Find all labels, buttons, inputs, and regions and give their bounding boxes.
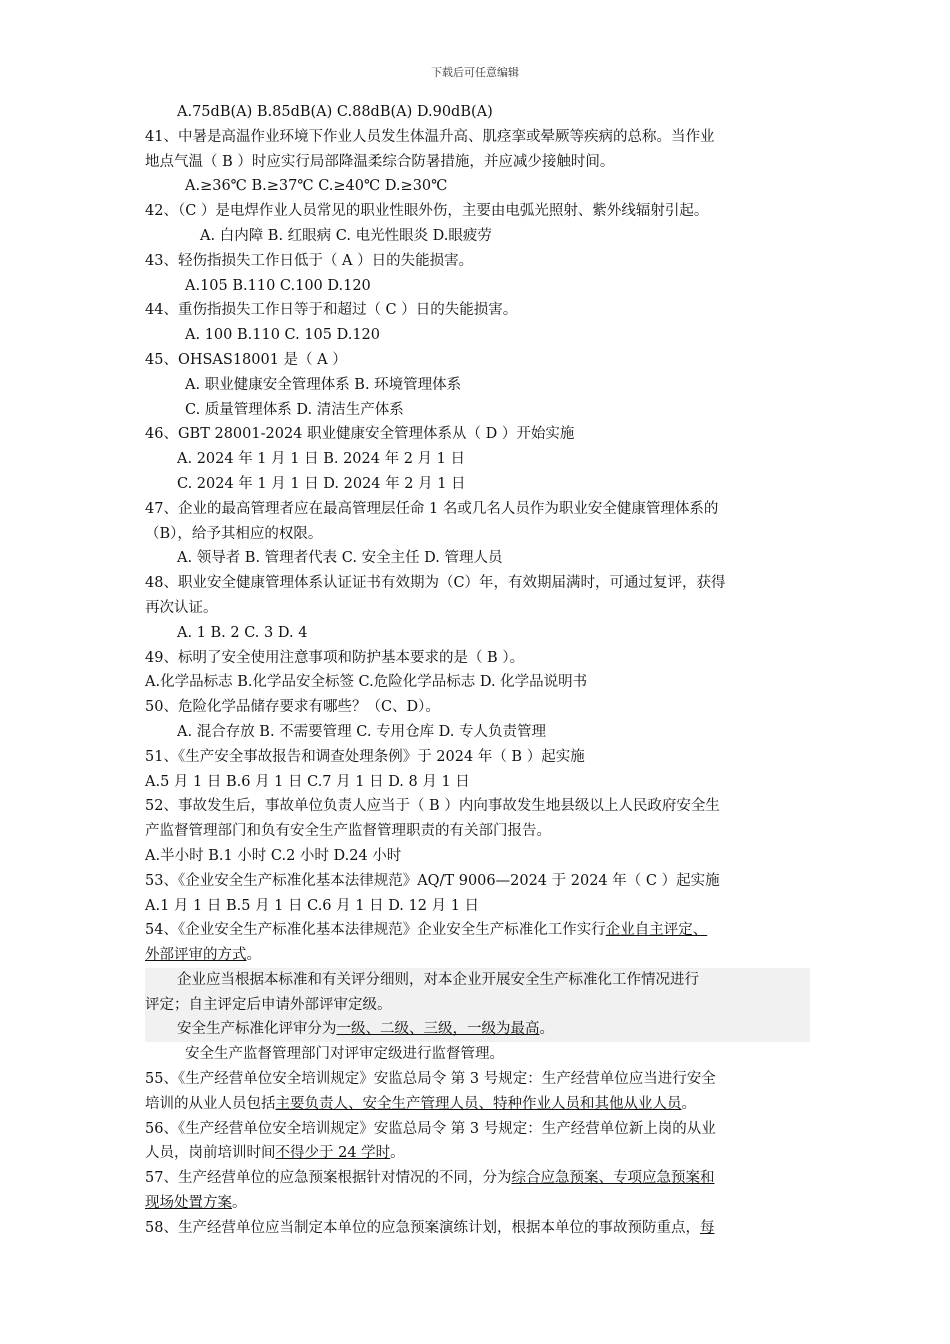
- text-line: A.75dB(A) B.85dB(A) C.88dB(A) D.90dB(A): [177, 104, 493, 120]
- underlined-answer: 综合应急预案、专项应急预案和: [511, 1170, 715, 1187]
- text-line: [145, 943, 810, 968]
- text-run: 培训的从业人员包括: [145, 1095, 276, 1112]
- document-body: [145, 100, 810, 1241]
- underlined-answer: 现场处置方案: [145, 1195, 232, 1212]
- question-53: 53、《企业安全生产标准化基本法律规范》AQ/T 9006—2024 于 2024 年（ C ）起实施: [145, 872, 720, 889]
- text-run: 。: [539, 1021, 554, 1038]
- highlighted-paragraph: [145, 1017, 810, 1042]
- text-line: 产监督管理部门和负有安全生产监督管理职责的有关部门报告。: [145, 823, 551, 840]
- options-49: A.化学品标志 B.化学品安全标签 C.危险化学品标志 D. 化学品说明书: [145, 674, 588, 691]
- underlined-answer: 企业自主评定、: [605, 922, 708, 939]
- options-46: A. 2024 年 1 月 1 日 B. 2024 年 2 月 1 日: [177, 451, 465, 468]
- question-56: 56、《生产经营单位安全培训规定》安监总局令 第 3 号规定：生产经营单位新上岗的从业: [145, 1120, 716, 1137]
- highlighted-paragraph: 评定；自主评定后申请外部评审定级。: [145, 993, 810, 1018]
- text-run: 。: [390, 1145, 405, 1162]
- text-run: 人员，岗前培训时间: [145, 1145, 276, 1162]
- question-50: 50、危险化学品储存要求有哪些？（C、D）。: [145, 699, 440, 716]
- options-52: A.半小时 B.1 小时 C.2 小时 D.24 小时: [145, 847, 402, 864]
- question-41: 41、中暑是高温作业环境下作业人员发生体温升高、肌痉挛或晕厥等疾病的总称。当作业: [145, 128, 715, 145]
- options-43: A.105 B.110 C.100 D.120: [185, 277, 371, 294]
- options-51: A.5 月 1 日 B.6 月 1 日 C.7 月 1 日 D. 8 月 1 日: [145, 773, 470, 790]
- options-45: C. 质量管理体系 D. 清洁生产体系: [185, 401, 404, 418]
- text-run: 安全生产标准化评审分为: [177, 1021, 337, 1038]
- question-46: 46、GBT 28001-2024 职业健康安全管理体系从（ D ）开始实施: [145, 426, 575, 443]
- question-55: 55、《生产经营单位安全培训规定》安监总局令 第 3 号规定：生产经营单位应当进行安全: [145, 1071, 716, 1088]
- question-58: [145, 1216, 810, 1241]
- text-line: 安全生产监督管理部门对评审定级进行监督管理。: [185, 1046, 504, 1063]
- question-51: 51、《生产安全事故报告和调查处理条例》于 2024 年（ B ）起实施: [145, 748, 585, 765]
- options-41: A.≥36℃ B.≥37℃ C.≥40℃ D.≥30℃: [185, 178, 448, 195]
- options-45: A. 职业健康安全管理体系 B. 环境管理体系: [185, 376, 462, 393]
- question-42: 42、（C ）是电焊作业人员常见的职业性眼外伤，主要由电弧光照射、紫外线辐射引起。: [145, 203, 709, 220]
- question-45: 45、OHSAS18001 是（ A ）: [145, 351, 347, 368]
- text-line: [145, 1141, 810, 1166]
- text-run: 。: [232, 1195, 247, 1212]
- question-48: 48、职业安全健康管理体系认证证书有效期为（C）年，有效期届满时，可通过复评，获得: [145, 575, 726, 592]
- underlined-answer: 每: [699, 1219, 715, 1236]
- text-line: [145, 1092, 810, 1117]
- text-run: 58、生产经营单位应当制定本单位的应急预案演练计划，根据本单位的事故预防重点，: [145, 1219, 700, 1236]
- text-line: 再次认证。: [145, 599, 218, 616]
- text-line: （B），给予其相应的权限。: [145, 525, 323, 542]
- options-48: A. 1 B. 2 C. 3 D. 4: [177, 624, 308, 641]
- underlined-answer: 不得少于 24 学时: [275, 1145, 391, 1162]
- highlighted-paragraph: 企业应当根据本标准和有关评分细则，对本企业开展安全生产标准化工作情况进行: [145, 968, 810, 993]
- text-line: [145, 1191, 810, 1216]
- underlined-answer: 主要负责人、安全生产管理人员、特种作业人员和其他从业人员: [275, 1095, 682, 1112]
- options-50: A. 混合存放 B. 不需要管理 C. 专用仓库 D. 专人负责管理: [177, 723, 547, 740]
- question-44: 44、重伤指损失工作日等于和超过（ C ）日的失能损害。: [145, 302, 518, 319]
- question-52: 52、事故发生后，事故单位负责人应当于（ B ）内向事故发生地县级以上人民政府安全生: [145, 798, 720, 815]
- question-49: 49、标明了安全使用注意事项和防护基本要求的是（ B ）。: [145, 649, 525, 666]
- options-46: C. 2024 年 1 月 1 日 D. 2024 年 2 月 1 日: [177, 475, 466, 492]
- options-47: A. 领导者 B. 管理者代表 C. 安全主任 D. 管理人员: [177, 550, 503, 567]
- text-line: 地点气温（ B ）时应实行局部降温柔综合防暑措施，并应减少接触时间。: [145, 153, 615, 170]
- options-42: A. 白内障 B. 红眼病 C. 电光性眼炎 D.眼疲劳: [200, 227, 492, 244]
- underlined-answer: 一级、二级、三级，一级为最高: [336, 1021, 540, 1038]
- text-run: 。: [246, 947, 261, 964]
- page-header: 下载后可任意编辑: [431, 66, 519, 79]
- question-57: [145, 1166, 810, 1191]
- question-54: [145, 918, 810, 943]
- underlined-answer: 外部评审的方式: [145, 947, 247, 964]
- question-43: 43、轻伤指损失工作日低于（ A ）日的失能损害。: [145, 252, 474, 269]
- options-53: A.1 月 1 日 B.5 月 1 日 C.6 月 1 日 D. 12 月 1 日: [145, 897, 480, 914]
- question-47: 47、企业的最高管理者应在最高管理层任命 1 名或几名人员作为职业安全健康管理体系的: [145, 500, 719, 517]
- text-run: 54、《企业安全生产标准化基本法律规范》企业安全生产标准化工作实行: [145, 922, 606, 939]
- text-run: 。: [681, 1095, 696, 1112]
- text-run: 57、生产经营单位的应急预案根据针对情况的不同，分为: [145, 1170, 512, 1187]
- options-44: A. 100 B.110 C. 105 D.120: [185, 327, 380, 344]
